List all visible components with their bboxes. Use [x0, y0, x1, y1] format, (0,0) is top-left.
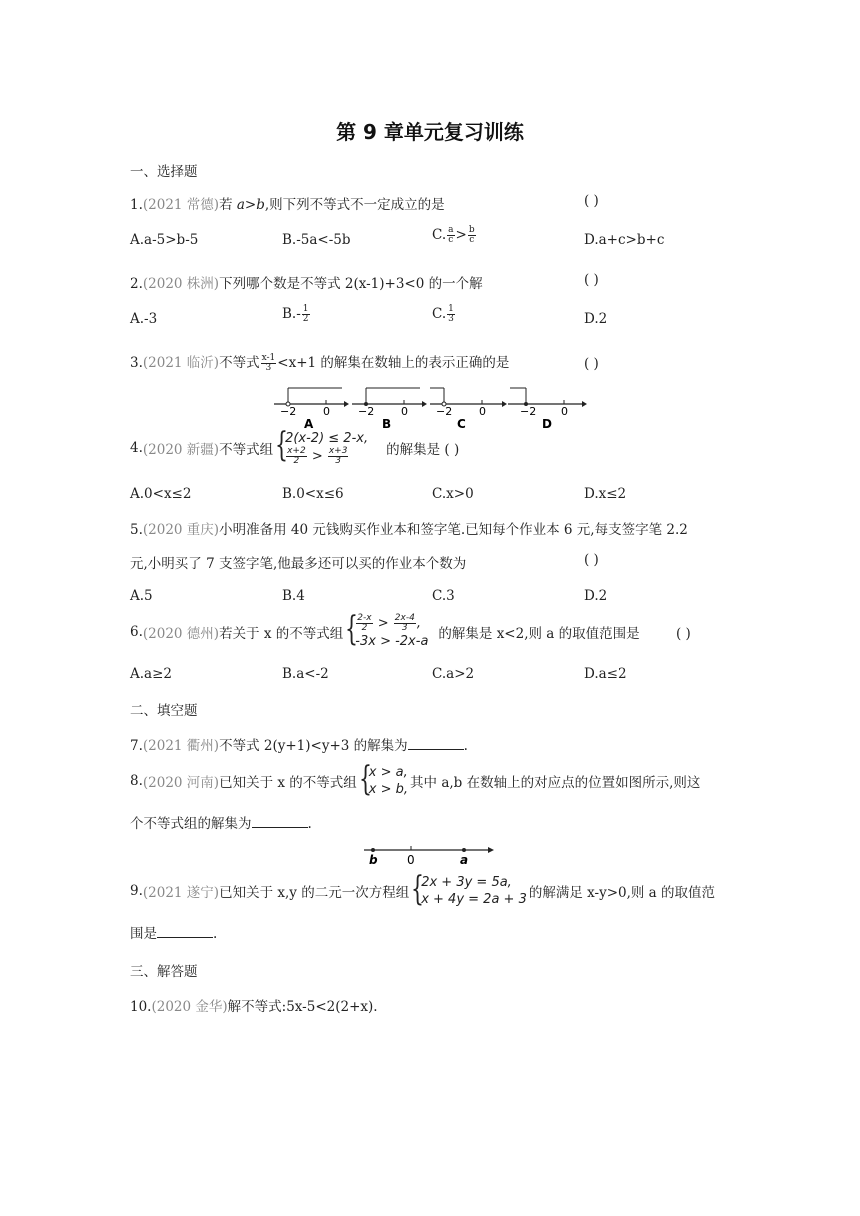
question-2 [130, 272, 483, 292]
q9-row2: x + 4y = 2a + 3 [421, 892, 527, 907]
number-line-b [352, 388, 427, 430]
q4-option-d: D.x≤2 [584, 486, 627, 502]
q2-b-label: B.- [282, 306, 301, 322]
comma: , [416, 616, 421, 631]
q3-stem: 不等式 [219, 355, 260, 371]
question-9 [130, 869, 716, 909]
question-8 [130, 759, 701, 799]
q1-stem: 若 [219, 197, 237, 213]
q5-option-b: B.4 [282, 588, 305, 604]
question-10 [130, 995, 378, 1015]
q8-row2: x > b, [368, 782, 409, 797]
q7-answer-blank[interactable] [408, 737, 464, 750]
frac-num: 1 [302, 304, 309, 314]
q1-option-b: B.-5a<-5b [282, 232, 351, 248]
q5-source: (2020 重庆) [142, 522, 220, 538]
q5-line1: 小明准备用 40 元钱购买作业本和签字笔.已知每个作业本 6 元,每支签字笔 2.2 [219, 522, 688, 538]
frac-num: x+2 [287, 446, 306, 456]
q6-stem: 若关于 x 的不等式组 [219, 626, 344, 642]
frac-num: x+3 [328, 446, 348, 456]
q3-number: 3. [130, 355, 143, 371]
q10-stem: 解不等式:5x-5<2(2+x). [227, 999, 378, 1015]
q2-option-c [432, 305, 456, 324]
q2-answer-paren: ( ) [584, 272, 599, 288]
section-choice: 一、选择题 [130, 164, 198, 180]
q6-option-c: C.a>2 [432, 666, 475, 682]
q9-answer-blank[interactable] [157, 925, 213, 938]
page-title: 第 9 章单元复习训练 [336, 120, 524, 144]
q7-number: 7. [130, 738, 143, 754]
tick-neg2: −2 [358, 405, 375, 418]
q9-stem-end: 的解满足 x-y>0,则 a 的取值范 [528, 885, 716, 901]
section-fill-blank: 二、填空题 [130, 703, 198, 719]
q8-answer-blank[interactable] [252, 815, 308, 828]
brace-icon: { [358, 759, 372, 799]
q8-period: . [307, 816, 312, 832]
q9-stem: 已知关于 x,y 的二元一次方程组 [219, 885, 410, 901]
label-a: A [304, 417, 314, 430]
tick-0: 0 [561, 405, 568, 418]
q2-b-frac [302, 305, 310, 324]
question-3 [130, 351, 509, 373]
tick-0: 0 [479, 405, 486, 418]
label-b: B [382, 417, 392, 430]
q8-source: (2020 河南) [142, 775, 220, 791]
frac-num: b [468, 225, 475, 235]
q8-row1: x > a, [368, 765, 408, 780]
tick-neg2: −2 [520, 405, 537, 418]
q5-line2: 元,小明买了 7 支签字笔,他最多还可以买的作业本个数为 [130, 556, 467, 572]
brace-icon: { [275, 425, 289, 465]
frac-den: 2 [302, 314, 309, 324]
q4-number: 4. [130, 440, 143, 456]
question-5 [130, 518, 688, 538]
frac-num: 1 [448, 304, 454, 314]
q4-option-b: B.0<x≤6 [282, 486, 344, 502]
q4-stem: 不等式组 [219, 442, 274, 458]
q4-source: (2020 新疆) [142, 442, 220, 458]
brace-icon: { [411, 869, 425, 909]
q4-row2 [285, 447, 368, 466]
question-1 [130, 193, 445, 213]
q8-stem-end: 其中 a,b 在数轴上的对应点的位置如图所示,则这 [410, 775, 701, 791]
origin-label: 0 [407, 853, 415, 867]
q2-source: (2020 株洲) [142, 276, 220, 292]
q8-line2-text: 个不等式组的解集为 [130, 816, 252, 832]
q6-stem-end: 的解集是 x<2,则 a 的取值范围是 [438, 626, 640, 642]
tick-neg2: −2 [436, 405, 453, 418]
q7-period: . [463, 738, 468, 754]
q6-option-d: D.a≤2 [584, 666, 627, 682]
q1-option-a: A.a-5>b-5 [130, 232, 199, 248]
q1-option-c [432, 226, 477, 245]
q5-option-c: C.3 [432, 588, 455, 604]
q1-option-d: D.a+c>b+c [584, 232, 665, 248]
q8-stem: 已知关于 x 的不等式组 [219, 775, 357, 791]
q6-row1 [355, 614, 428, 633]
q4-row1: 2(x-2) ≤ 2-x, [285, 431, 369, 446]
q6-answer-paren: ( ) [676, 626, 691, 642]
q9-line2 [130, 922, 217, 942]
q2-number: 2. [130, 276, 143, 292]
frac-num: 2x-4 [394, 613, 415, 623]
q1-c-label: C. [432, 227, 447, 243]
number-line-c [430, 388, 507, 430]
q3-number-lines [270, 380, 590, 430]
tick-neg2: −2 [280, 405, 297, 418]
point-b-label: b [369, 853, 378, 867]
q7-source: (2021 衢州) [142, 738, 220, 754]
q9-source: (2021 遂宁) [142, 885, 220, 901]
frac-den: 3 [448, 314, 454, 324]
q1-number: 1. [130, 197, 143, 213]
q3-frac [261, 354, 277, 373]
q1-c-frac1 [447, 226, 454, 245]
q2-stem: 下列哪个数是不等式 2(x-1)+3<0 的一个解 [219, 276, 483, 292]
frac-num: a [448, 225, 454, 235]
q9-period: . [213, 926, 218, 942]
frac-den: 3 [335, 456, 342, 466]
q10-number: 10. [130, 999, 152, 1015]
op: > [311, 449, 323, 464]
q1-c-op: > [455, 227, 467, 243]
q4-option-c: C.x>0 [432, 486, 474, 502]
question-4 [130, 425, 460, 466]
q9-line2-text: 围是 [130, 926, 157, 942]
q8-number-line [360, 840, 500, 868]
question-6 [130, 609, 640, 650]
label-d: D [542, 417, 552, 430]
q8-line2 [130, 812, 312, 832]
q5-option-a: A.5 [130, 588, 153, 604]
q3-answer-paren: ( ) [584, 356, 599, 372]
q6-row2: -3x > -2x-a [355, 634, 429, 649]
q4-system [275, 425, 369, 466]
frac-den: 2 [361, 623, 368, 633]
q1-c-frac2 [468, 226, 476, 245]
q5-option-d: D.2 [584, 588, 608, 604]
number-line-a [274, 388, 349, 430]
point-a-label: a [460, 853, 469, 867]
frac-num: x-1 [261, 353, 276, 363]
q2-option-a: A.-3 [130, 311, 158, 327]
q6-number: 6. [130, 624, 143, 640]
q6-system [345, 609, 429, 650]
q10-source: (2020 金华) [151, 999, 228, 1015]
frac-den: c [448, 235, 454, 245]
q4-stem-end: 的解集是 ( ) [386, 442, 460, 458]
q4-option-a: A.0<x≤2 [130, 486, 192, 502]
q6-option-b: B.a<-2 [282, 666, 329, 682]
q5-answer-paren: ( ) [584, 552, 599, 568]
q9-system [411, 869, 527, 909]
q1-stem-end: ,则下列不等式不一定成立的是 [264, 197, 445, 213]
frac-den: 3 [401, 623, 408, 633]
tick-0: 0 [401, 405, 408, 418]
q8-number: 8. [130, 773, 143, 789]
q9-row1: 2x + 3y = 5a, [421, 875, 512, 890]
label-c: C [457, 417, 466, 430]
q2-c-frac [447, 305, 455, 324]
frac-den: 2 [293, 456, 300, 466]
q1-source: (2021 常德) [142, 197, 220, 213]
q7-stem: 不等式 2(y+1)<y+3 的解集为 [219, 738, 408, 754]
q3-stem-end: <x+1 的解集在数轴上的表示正确的是 [277, 355, 510, 371]
frac-den: 3 [265, 363, 272, 373]
q1-condition: a>b [236, 197, 265, 213]
q8-system [358, 759, 409, 799]
q5-number: 5. [130, 522, 143, 538]
section-answer: 三、解答题 [130, 964, 198, 980]
frac-num: 2-x [357, 613, 372, 623]
q6-source: (2020 德州) [142, 626, 220, 642]
q6-option-a: A.a≥2 [130, 666, 172, 682]
q2-option-b [282, 305, 311, 324]
frac-den: c [469, 235, 475, 245]
q2-option-d: D.2 [584, 311, 608, 327]
q2-c-label: C. [432, 306, 447, 322]
op: > [377, 616, 389, 631]
tick-0: 0 [323, 405, 330, 418]
q9-number: 9. [130, 883, 143, 899]
question-7 [130, 734, 468, 754]
number-line-d [508, 388, 587, 430]
q3-source: (2021 临沂) [142, 355, 220, 371]
brace-icon: { [345, 609, 359, 649]
q1-answer-paren: ( ) [584, 193, 599, 209]
